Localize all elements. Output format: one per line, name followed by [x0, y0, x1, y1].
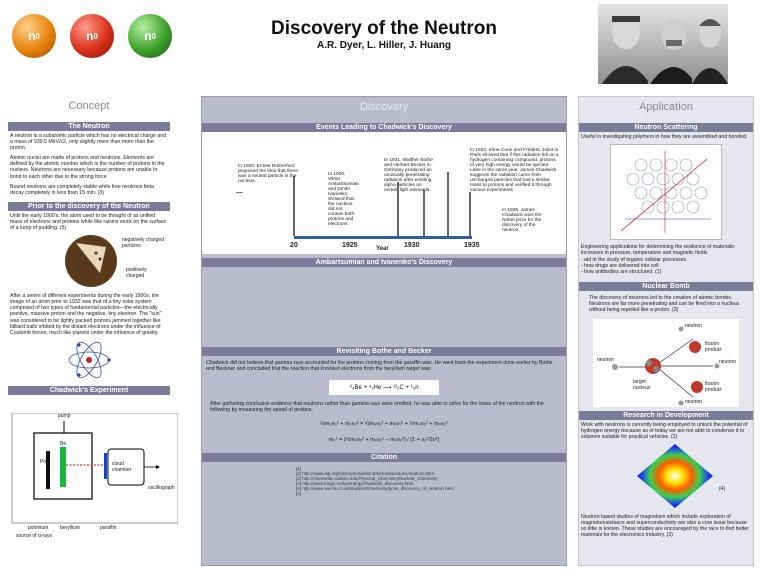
be-label: Be — [60, 440, 67, 447]
neutron-sphere-orange: n 0 — [12, 14, 56, 58]
prior-discovery-bar: Prior to the discovery of the Neutron — [8, 202, 170, 211]
event-1932: In 1932, Irène Curie and Frédéric Joliot in Paris showed that if this radiation fell on a hydrogen containing compound, protons of very high energy would be ejected. Later in the same year, James Chadwick suggests the radiation came from uncharged particles that had a similar mass to protons and verified it through various experiments — [470, 148, 559, 193]
timeline-panel: ▪▪▪▪ In 1920, Ernest Rutherford proposed the idea that there was a neutral particle in the nucleus. In 1930, Viktor Ambartsumian and Dmitri Ivanenko showed that the nucleus did not contain both protons and electrons In 1931, Walther Bothe and Herbert Becker in Germany produced an unusually penetrating radiation after emitting alpha particles on certain light elements. In 1932, Irène Curie and Frédéric Joliot in Paris showed that if this radiation fell on a hydrogen containing compound, protons of very high energy would be ejected. Later in the same year, James Chadwick suggests the radiation came from uncharged particles that had a similar mass to protons and verified it through various experiments In 1935, James Chadwick wins the Nobel prize for the discovery of the neutron. 20 1925 1930 1935 Year — [202, 132, 566, 254]
ambartsumian-panel — [202, 267, 566, 343]
reaction-equation: ⁹₄Be + ⁴₂He ⟶ ¹²₆C + ¹₀n — [329, 380, 439, 395]
conclusive-text: After gathering conclusive evidence that neutrons rather than gamma rays were emitted, he was able to solve for the mass of the neutron with the following by measuring the speed of protons. — [210, 401, 544, 414]
discovery-heading: Discovery — [359, 101, 409, 113]
equation-2: m₀² = (½m₀v₀² + m₀v₀² − m₀v₀²) / (1 + v₀²/2v²) — [328, 437, 440, 444]
concept-heading: Concept — [68, 100, 110, 112]
paraffin-label: paraffin — [100, 524, 117, 531]
concept-column — [8, 96, 175, 566]
fission-label-product-top: fission product — [705, 340, 722, 353]
chadwick-apparatus-diagram — [8, 412, 175, 543]
portrait-rutherford — [648, 4, 698, 84]
magnetism-figure — [579, 442, 753, 512]
nuclear-bomb-text: The discovery of neutrons led to the creation of atomic bombs. Neutrons are far more penetrating and can be fired into a nucleus without being repelled like a proton. (3) — [589, 294, 740, 313]
research-text-1: Work with neutrons is currently being employed to unlock the potential of hydrogen energy because as of today we are not able to condense it to volumes suitable for practical vehicles. (3) — [581, 421, 748, 441]
portrait-chadwick — [598, 4, 654, 84]
negative-label: negatively charged particles — [122, 237, 164, 250]
scattering-text-1: Useful in investigating polymers in how they are assembled and bonded. — [581, 134, 748, 140]
plum-pudding-icon — [56, 233, 126, 289]
po-label: Po — [40, 458, 47, 465]
fission-label-neutron-bottom: neutron — [685, 398, 702, 405]
research-bar: Research in Development — [579, 411, 753, 420]
neutron-sphere-green: n 0 — [128, 14, 172, 58]
event-1931: In 1931, Walther Bothe and Herbert Becker in Germany produced an unusually penetrating radiation after emitting alpha particles on certain light elements. — [384, 158, 433, 193]
alpha-source-label: source of α-rays — [16, 532, 52, 539]
authors: A.R. Dyer, L. Hiller, J. Huang — [317, 40, 451, 51]
citation-bar: Citation — [202, 453, 566, 462]
research-ref: (4) — [719, 486, 726, 493]
atom-figure — [8, 338, 170, 382]
the-neutron-bar: The Neutron — [8, 122, 170, 131]
cloud-chamber-label: cloud chamber — [112, 460, 132, 473]
positive-label: positively charged — [126, 267, 147, 280]
research-text-2: Neutron based studies of magnetism which include exploration of magnetoresistance and superconductivity are also a core issue because so little is known. These studies are encouraged by the race to find better materials for the electronics industry. (3) — [581, 514, 750, 539]
year-tick-1925: 1925 — [342, 242, 358, 249]
revisiting-text: Chadwick did not believe that gamma rays accounted for the protons coming from the paraffin wax. He went back the experiment done earlier by Bothe and Beckner and concluded that the reaction that knocked electrons from the beryllium target was: — [206, 360, 553, 373]
fission-label-neutron-top: neutron — [685, 322, 702, 329]
discovery-column — [201, 96, 567, 566]
citation-list: [1] [2] http://www.aip.org/history/exhibits/rutherford/sections/neutron.html [3] http://chemwiki.ucdavis.edu/Physical_Chemistry/Nuclear_Chemistry [4] http://www.bingo.no/ko/energy/chadwick_discovery.html [5] http://www.ww-rw.co.uk/students/chemistry/gcse_discovery_of_neutron.html [6] — [296, 466, 454, 497]
chadwick-experiment-bar: Chadwick's Experiment — [8, 386, 170, 395]
fission-label-target: target nucleus — [633, 378, 651, 391]
year-tick-1930: 1930 — [404, 242, 420, 249]
year-tick-1935: 1935 — [464, 242, 480, 249]
fission-label-neutron-right: neutron — [719, 358, 736, 365]
page-title: Discovery of the Neutron — [271, 18, 497, 39]
equation-1: ½m₀v₀² + m₀v₀² = ½m₀v₀² + m₀v₀² + ½m₀v₀² + m₀v₀² — [320, 421, 448, 428]
plum-pudding-figure — [8, 233, 170, 291]
event-1920: In 1920, Ernest Rutherford proposed the idea that there was a neutral particle in the nucleus. — [238, 164, 299, 184]
ambartsumian-bar: Ambartsumian and Ivanenko's Discovery — [202, 258, 566, 267]
year-tick-1920: 20 — [290, 242, 298, 249]
scattering-bar: Neutron Scattering — [579, 123, 753, 132]
pump-label: pump — [58, 412, 71, 419]
events-bar: Events Leading to Chadwick's Discovery — [202, 123, 566, 132]
scattering-diagram — [610, 144, 722, 240]
application-column — [578, 96, 754, 566]
fission-diagram — [593, 319, 739, 407]
nuclear-bomb-bar: Nuclear Bomb — [579, 282, 753, 291]
polonium-label: polonium — [28, 524, 49, 531]
neutron-text: A neutron is a subatomic particle which has no electrical charge and a mass of 939.5 MeV/c2, only slightly more than more than the proton. Atomic nuclei are made of protons and neutrons. Elements are defined by the atomic number which is the number of protons in the nucleus. Neutrons are necessary because protons are unable to bond to each other due to the strong force Bound neutrons are completely stable while free neutrons beta decay completely in less than 15 min. (3) — [10, 133, 166, 196]
fission-label-neutron-in: neutron — [597, 356, 614, 363]
revisiting-bar: Revisiting Bothe and Becker — [202, 347, 566, 356]
application-heading: Application — [639, 101, 693, 113]
fission-label-product-bottom: fission product — [705, 380, 722, 393]
portrait-curie — [692, 4, 728, 84]
prior-text-1: Until the early 1900's, the atom used to be thought of as unified mass of electrons and protons while like raisins stuck on the surface of a lump of pudding. (5) — [10, 212, 167, 232]
atom-icon — [64, 338, 114, 382]
beryllium-label: beryllium — [60, 524, 81, 531]
event-1930: In 1930, Viktor Ambartsumian and Dmitri Ivanenko showed that the nucleus did not contain both protons and electrons — [328, 172, 359, 227]
prior-text-2: After a series of different experiments during the early 1900s, the image of an atom prior to 1932 was that of a tiny solar system comprised of two types of fundamental particles—the electrically positive, massive proton and the negative, tiny electron. The "sun" was considered to be tightly packed protons jammed together like billiard balls orbited by the distant electrons under the influence of Coulomb forces, much like planets under the influence of gravity. — [10, 293, 162, 336]
year-axis-label: Year — [376, 246, 389, 252]
neutron-sphere-red: n 0 — [70, 14, 114, 58]
oscillograph-label: oscillograph — [148, 484, 175, 491]
event-1935: In 1935, James Chadwick wins the Nobel prize for the discovery of the neutron. — [502, 208, 542, 233]
scattering-text-2: Engineering applications for determining the resilience of materials: increases in pressure, temperature and magnetic fields - aid in the study of organic cellular processes - how drugs are delivered into cell - how antibodies are structured. (1) — [581, 244, 736, 276]
